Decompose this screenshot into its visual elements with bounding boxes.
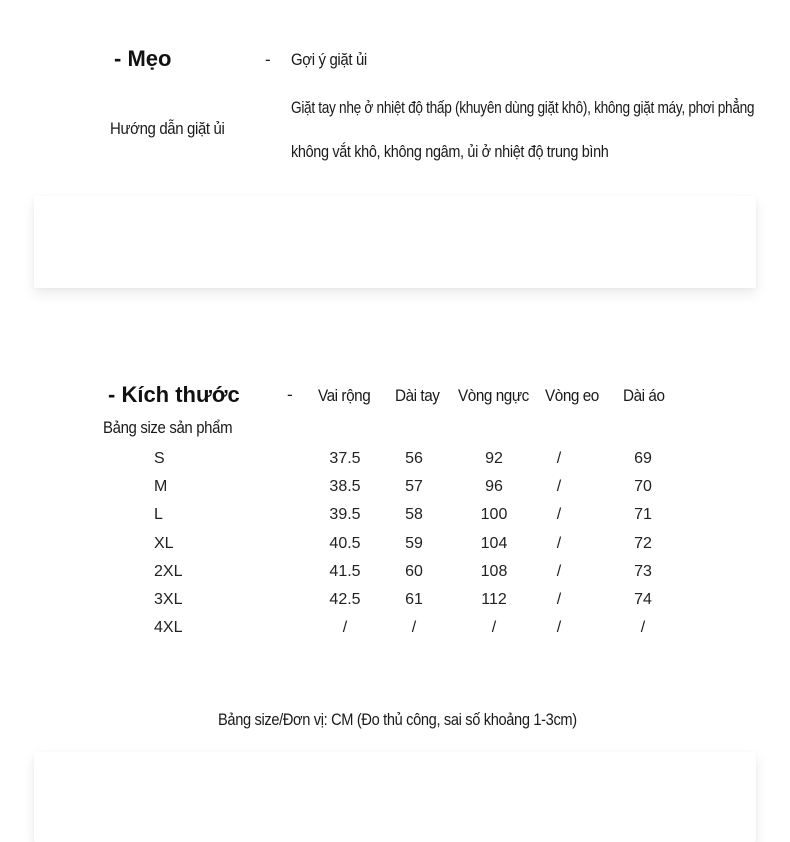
column-header-sleeve: Dài tay <box>395 386 440 405</box>
washing-guide-line-1: Giặt tay nhẹ ở nhiệt độ thấp (khuyên dùng giặt khô), không giặt máy, phơi phẳng <box>291 98 755 117</box>
cell-sleeve: 61 <box>405 591 423 608</box>
size-label: XL <box>154 535 174 552</box>
cell-length: 70 <box>634 478 652 495</box>
size-table-title: Bảng size sản phẩm <box>103 418 233 437</box>
cell-chest: 104 <box>480 535 508 552</box>
cell-length: 73 <box>634 563 652 580</box>
cell-waist: / <box>556 563 562 580</box>
column-header-shoulder: Vai rộng <box>318 386 371 405</box>
tips-heading: - Mẹo <box>114 46 172 71</box>
cell-length: 71 <box>634 506 652 523</box>
cell-chest: 100 <box>480 506 508 523</box>
top-card-panel <box>34 196 756 288</box>
washing-guide-line-2: không vắt khô, không ngâm, ủi ở nhiệt độ trung bình <box>291 142 609 161</box>
cell-chest: / <box>491 619 497 636</box>
cell-sleeve: 60 <box>405 563 423 580</box>
column-header-chest: Vòng ngực <box>458 386 529 405</box>
cell-waist: / <box>556 619 562 636</box>
cell-sleeve: 56 <box>405 450 423 467</box>
cell-chest: 108 <box>480 563 508 580</box>
tips-dash: - <box>265 50 271 69</box>
cell-chest: 96 <box>485 478 503 495</box>
cell-shoulder: 41.5 <box>329 563 361 580</box>
cell-waist: / <box>556 591 562 608</box>
cell-waist: / <box>556 450 562 467</box>
size-label: L <box>154 506 163 523</box>
size-label: S <box>154 450 165 467</box>
column-header-length: Dài áo <box>623 386 665 405</box>
cell-waist: / <box>556 506 562 523</box>
cell-waist: / <box>556 478 562 495</box>
cell-chest: 112 <box>481 591 507 608</box>
size-label: 4XL <box>154 619 183 636</box>
cell-length: / <box>640 619 646 636</box>
cell-length: 72 <box>634 535 652 552</box>
bottom-card-panel <box>34 752 756 842</box>
size-label: 3XL <box>154 591 183 608</box>
size-unit-note: Bảng size/Đơn vị: CM (Đo thủ công, sai số khoảng 1-3cm) <box>218 710 577 729</box>
cell-sleeve: / <box>411 619 417 636</box>
cell-shoulder: 39.5 <box>329 506 361 523</box>
column-header-waist: Vòng eo <box>545 386 599 405</box>
size-label: 2XL <box>154 563 183 580</box>
size-dash: - <box>287 385 293 404</box>
size-heading: - Kích thước <box>108 382 240 407</box>
cell-shoulder: 42.5 <box>329 591 361 608</box>
cell-shoulder: 38.5 <box>329 478 361 495</box>
size-label: M <box>154 478 168 495</box>
cell-sleeve: 58 <box>405 506 423 523</box>
cell-length: 69 <box>634 450 652 467</box>
cell-length: 74 <box>634 591 652 608</box>
cell-shoulder: / <box>342 619 348 636</box>
tips-subtitle: Gợi ý giặt ủi <box>291 50 367 69</box>
cell-shoulder: 40.5 <box>329 535 361 552</box>
washing-guide-label: Hướng dẫn giặt ủi <box>110 119 225 138</box>
cell-waist: / <box>556 535 562 552</box>
cell-sleeve: 59 <box>405 535 423 552</box>
cell-chest: 92 <box>485 450 503 467</box>
cell-shoulder: 37.5 <box>329 450 361 467</box>
cell-sleeve: 57 <box>405 478 423 495</box>
